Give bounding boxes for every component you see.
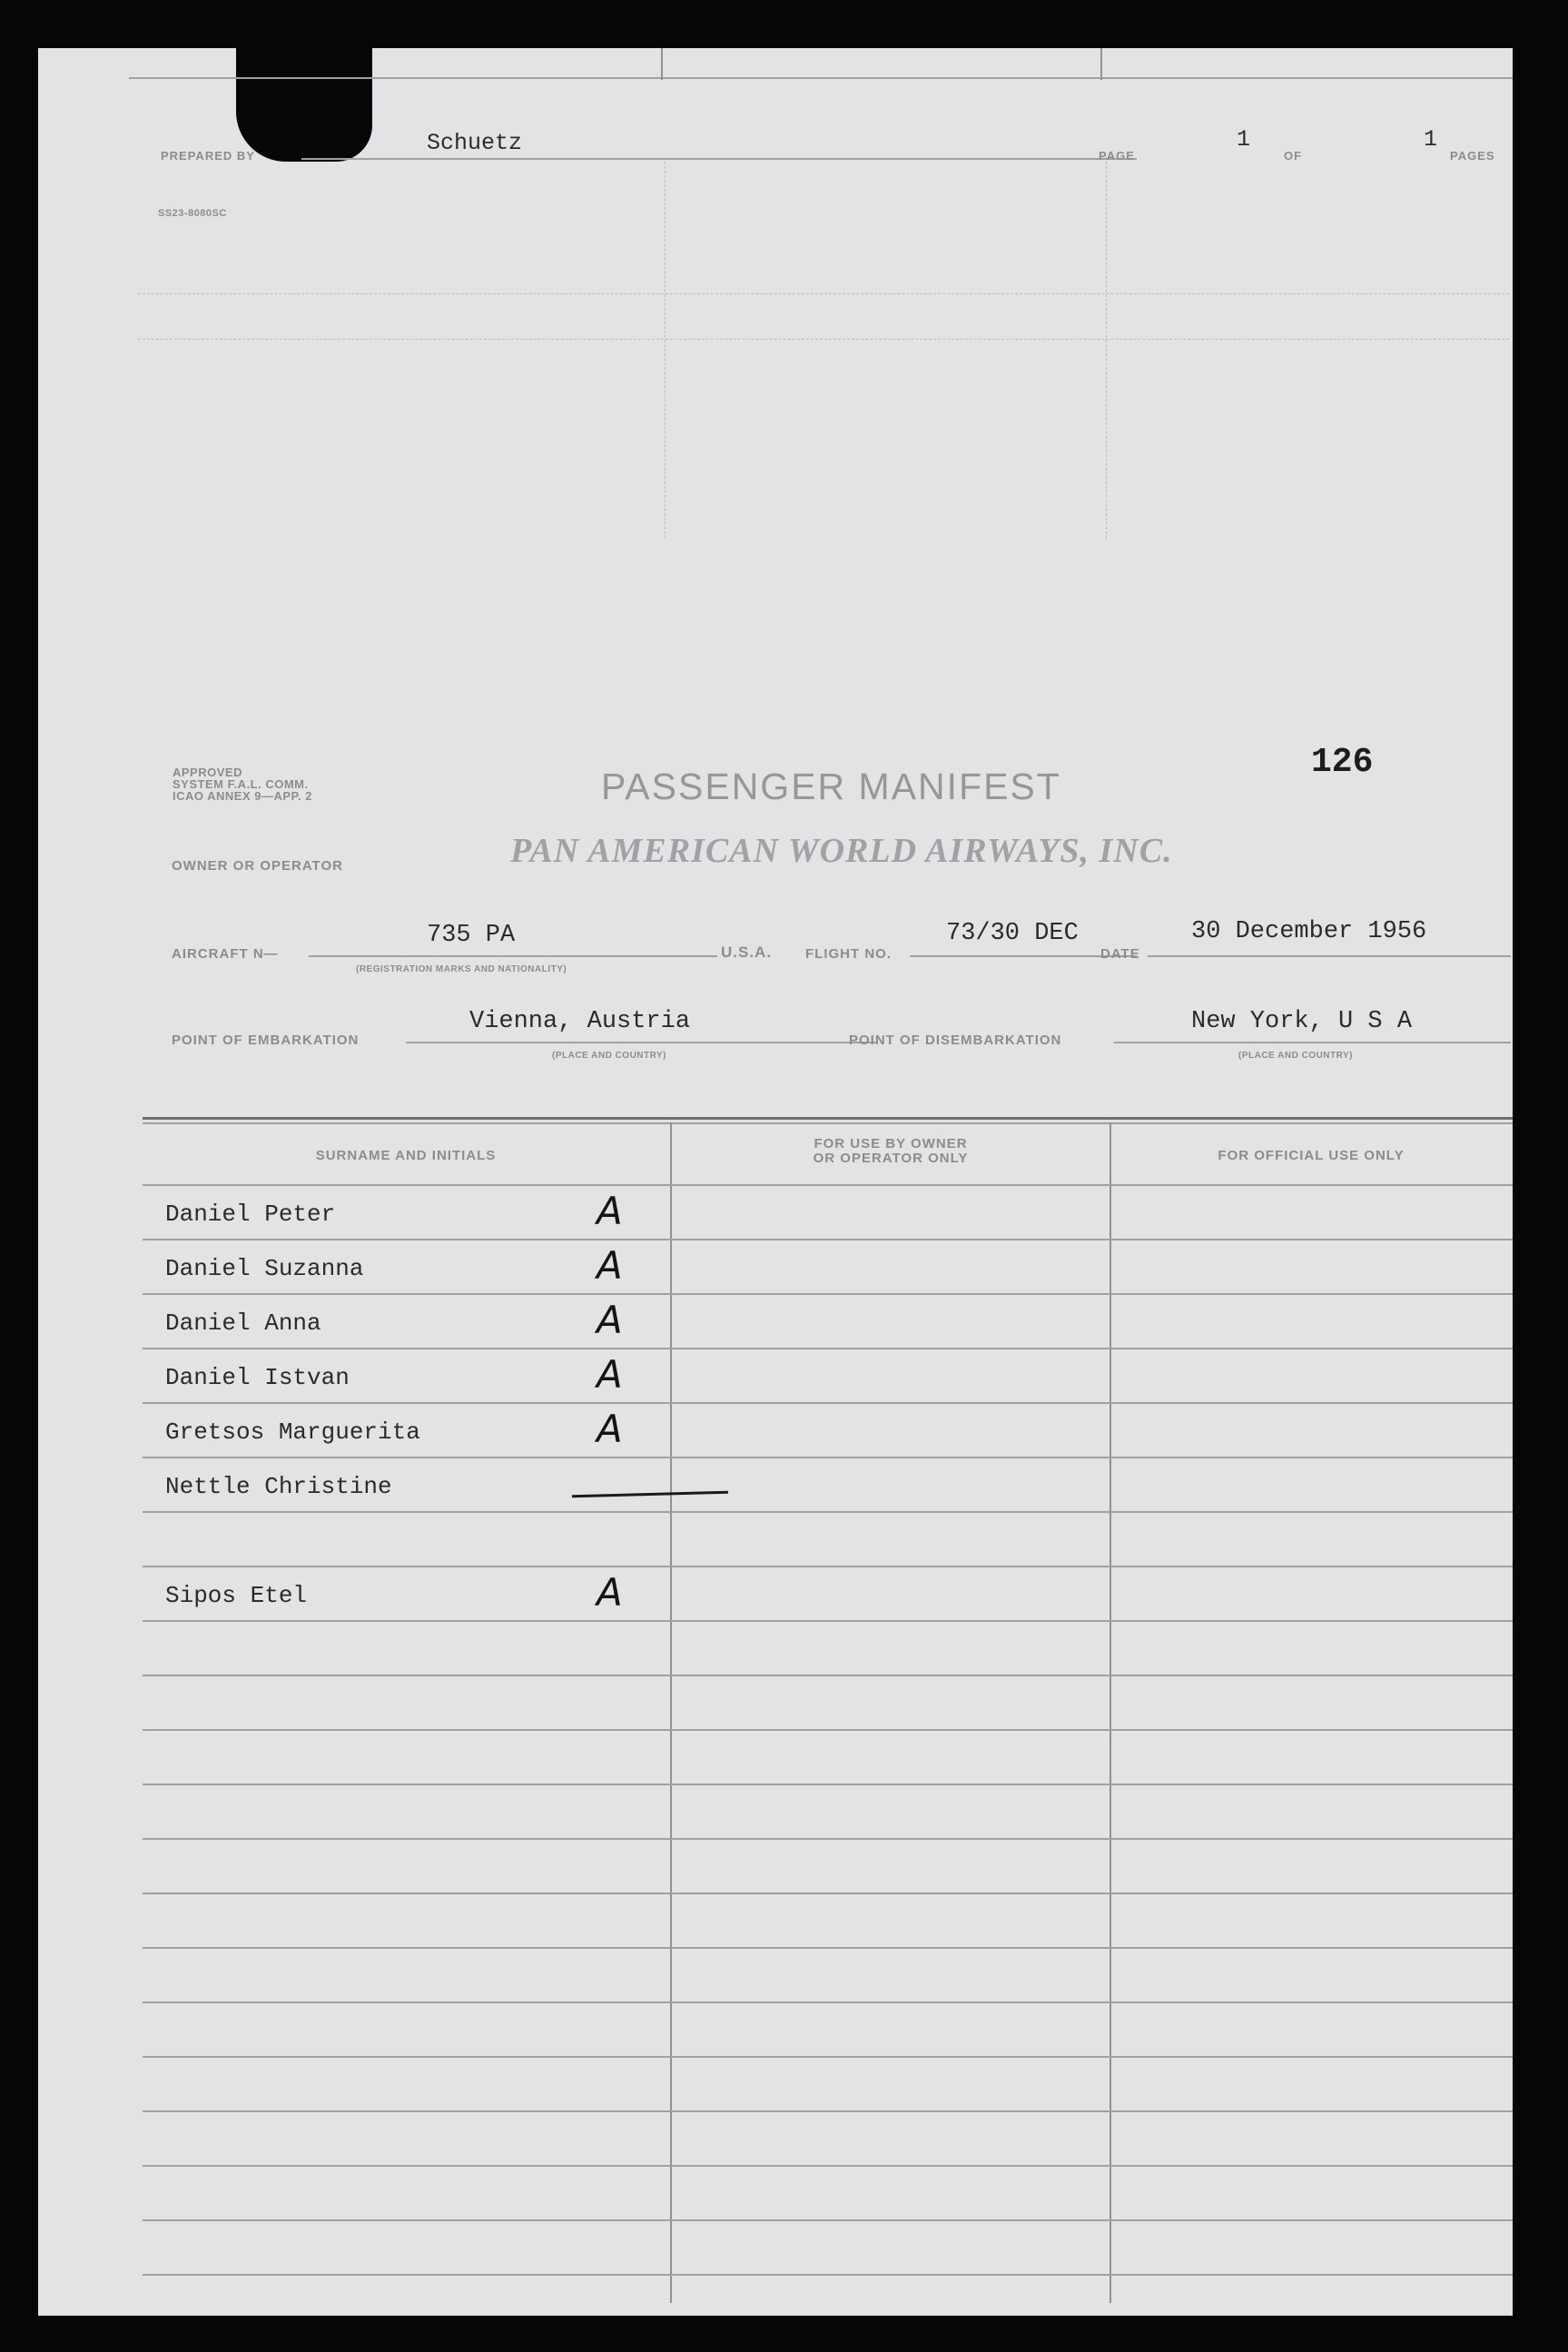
passenger-name: Daniel Suzanna	[165, 1255, 364, 1282]
row-rule	[143, 1838, 1513, 1840]
passenger-name: Daniel Istvan	[165, 1364, 350, 1391]
usa-label: U.S.A.	[721, 944, 773, 961]
manifest-title: PASSENGER MANIFEST	[601, 766, 1061, 807]
col-header-surname: SURNAME AND INITIALS	[315, 1148, 497, 1163]
aircraft-label: AIRCRAFT N—	[172, 946, 279, 962]
date-line	[1148, 955, 1511, 957]
owner-value: PAN AMERICAN WORLD AIRWAYS, INC.	[510, 832, 1173, 870]
row-rule	[143, 2219, 1513, 2221]
embark-value: Vienna, Austria	[469, 1008, 691, 1035]
top-divider-1	[661, 48, 663, 80]
row-rule	[143, 1729, 1513, 1731]
manifest-page	[38, 48, 1513, 2316]
row-rule	[143, 1620, 1513, 1622]
admitted-mark: A	[597, 1298, 623, 1342]
passenger-name: Sipos Etel	[165, 1582, 308, 1609]
disembark-sublabel: (PLACE AND COUNTRY)	[1238, 1051, 1353, 1061]
aircraft-line	[309, 955, 717, 957]
row-rule	[143, 1947, 1513, 1949]
faint-rule-2	[138, 339, 1509, 340]
row-rule	[143, 2165, 1513, 2167]
faint-divider-1	[665, 157, 666, 539]
prepared-by-value: Schuetz	[427, 130, 523, 156]
aircraft-value: 735 PA	[427, 922, 516, 949]
row-rule	[143, 1784, 1513, 1785]
disembark-value: New York, U S A	[1191, 1008, 1413, 1035]
aircraft-sublabel: (REGISTRATION MARKS AND NATIONALITY)	[356, 964, 567, 974]
row-rule	[143, 1348, 1513, 1349]
row-rule	[143, 1457, 1513, 1458]
table-top-rule-2	[143, 1122, 1513, 1124]
table-top-rule	[143, 1117, 1513, 1120]
passenger-name: Nettle Christine	[165, 1473, 392, 1500]
page-value: 1	[1237, 126, 1251, 153]
flight-value: 73/30 DEC	[946, 920, 1079, 947]
faint-rule-1	[138, 293, 1509, 294]
col-header-operator	[672, 1137, 1109, 1166]
row-rule	[143, 1402, 1513, 1404]
col-header-operator-line1: FOR USE BY OWNER	[814, 1136, 968, 1151]
row-rule	[143, 1511, 1513, 1513]
prepared-by-label: PREPARED BY	[161, 149, 255, 163]
approval-line-3: ICAO ANNEX 9—APP. 2	[173, 789, 312, 803]
passenger-name: Gretsos Marguerita	[165, 1418, 420, 1446]
owner-label: OWNER OR OPERATOR	[172, 858, 343, 874]
row-rule	[143, 1566, 1513, 1567]
passenger-name: Daniel Anna	[165, 1309, 321, 1337]
pages-label: PAGES	[1450, 149, 1495, 163]
row-rule	[143, 1892, 1513, 1894]
torn-corner	[236, 48, 372, 162]
embark-line	[406, 1042, 878, 1043]
row-rule	[143, 2274, 1513, 2276]
prepared-by-line	[301, 158, 1137, 160]
approval-block	[173, 766, 312, 802]
admitted-mark: A	[597, 1570, 623, 1615]
table-divider-1	[670, 1122, 672, 2303]
of-value: 1	[1424, 126, 1438, 153]
row-rule	[143, 1239, 1513, 1240]
admitted-mark: A	[597, 1243, 623, 1288]
form-code: SS23-8080SC	[158, 208, 227, 219]
row-rule	[143, 1675, 1513, 1676]
date-label: DATE	[1100, 946, 1140, 962]
row-rule	[143, 2110, 1513, 2112]
table-divider-2	[1109, 1122, 1111, 2303]
page-label: PAGE	[1099, 149, 1135, 163]
admitted-mark: A	[597, 1407, 623, 1451]
flight-label: FLIGHT NO.	[805, 946, 892, 962]
admitted-mark: A	[597, 1189, 623, 1233]
col-header-official: FOR OFFICIAL USE ONLY	[1218, 1148, 1405, 1163]
date-value: 30 December 1956	[1191, 918, 1427, 945]
row-rule	[143, 2056, 1513, 2058]
row-rule	[143, 1184, 1513, 1186]
approval-line-2: SYSTEM F.A.L. COMM.	[173, 777, 309, 791]
approval-line-1: APPROVED	[173, 766, 242, 779]
row-rule	[143, 2001, 1513, 2003]
embark-label: POINT OF EMBARKATION	[172, 1033, 360, 1048]
handwritten-strike	[572, 1491, 728, 1498]
disembark-label: POINT OF DISEMBARKATION	[849, 1033, 1062, 1048]
row-rule	[143, 1293, 1513, 1295]
top-divider-2	[1100, 48, 1102, 80]
col-header-operator-line2: OR OPERATOR ONLY	[813, 1151, 969, 1166]
top-rule	[129, 77, 1513, 79]
of-label: OF	[1284, 149, 1303, 163]
embark-sublabel: (PLACE AND COUNTRY)	[552, 1051, 666, 1061]
manifest-number: 126	[1311, 743, 1374, 782]
admitted-mark: A	[597, 1352, 623, 1397]
faint-divider-2	[1106, 157, 1107, 539]
disembark-line	[1114, 1042, 1511, 1043]
passenger-name: Daniel Peter	[165, 1201, 336, 1228]
